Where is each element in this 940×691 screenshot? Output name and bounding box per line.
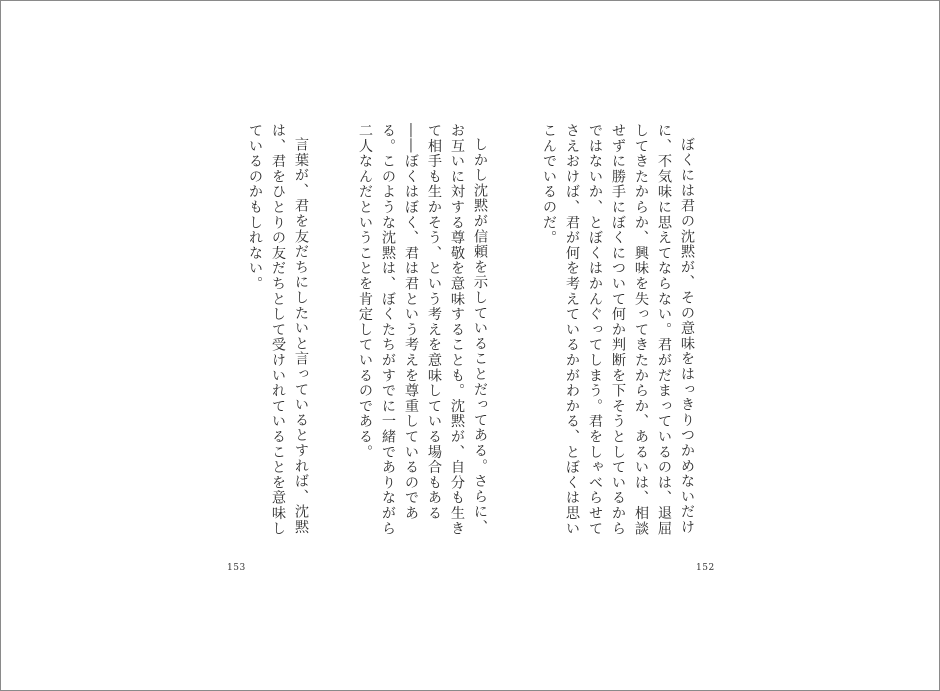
paragraph: 言葉が、君を友だちにしたいと言っているとすれば、沈黙は、君をひとりの友だちとして受けいれていることを意味しているのかもしれない。 [247, 123, 309, 537]
paragraph: ぼくには君の沈黙が、その意味をはっきりつかめないだけに、不気味に思えてならない。君がだまっているのは、退屈してきたからか、興味を失ってきたからか、あるいは、相談せずに勝手にぼくについて何か判断を下そうとしているからではないか、とぼくはかんぐってしまう。君をしゃべらせてさえおけば、君が何を考えているかがわかる、とぼくは思いこんでいるのだ。 [541, 123, 695, 537]
right-page-body [357, 123, 744, 543]
page-number: 152 [696, 563, 715, 573]
right-page [357, 1, 939, 690]
paragraph: しかし沈黙が信頼を示していることだってある。さらに、お互いに対する尊敬を意味することも。沈黙が、自分も生きて相手も生かそう、という考えを意味している場合もある――ぼくはぼく、君は君という考えを尊重しているのである。このような沈黙は、ぼくたちがすでに一緒でありながら二人なんだということを肯定しているのである。 [357, 123, 488, 537]
page-number: 153 [227, 563, 246, 573]
